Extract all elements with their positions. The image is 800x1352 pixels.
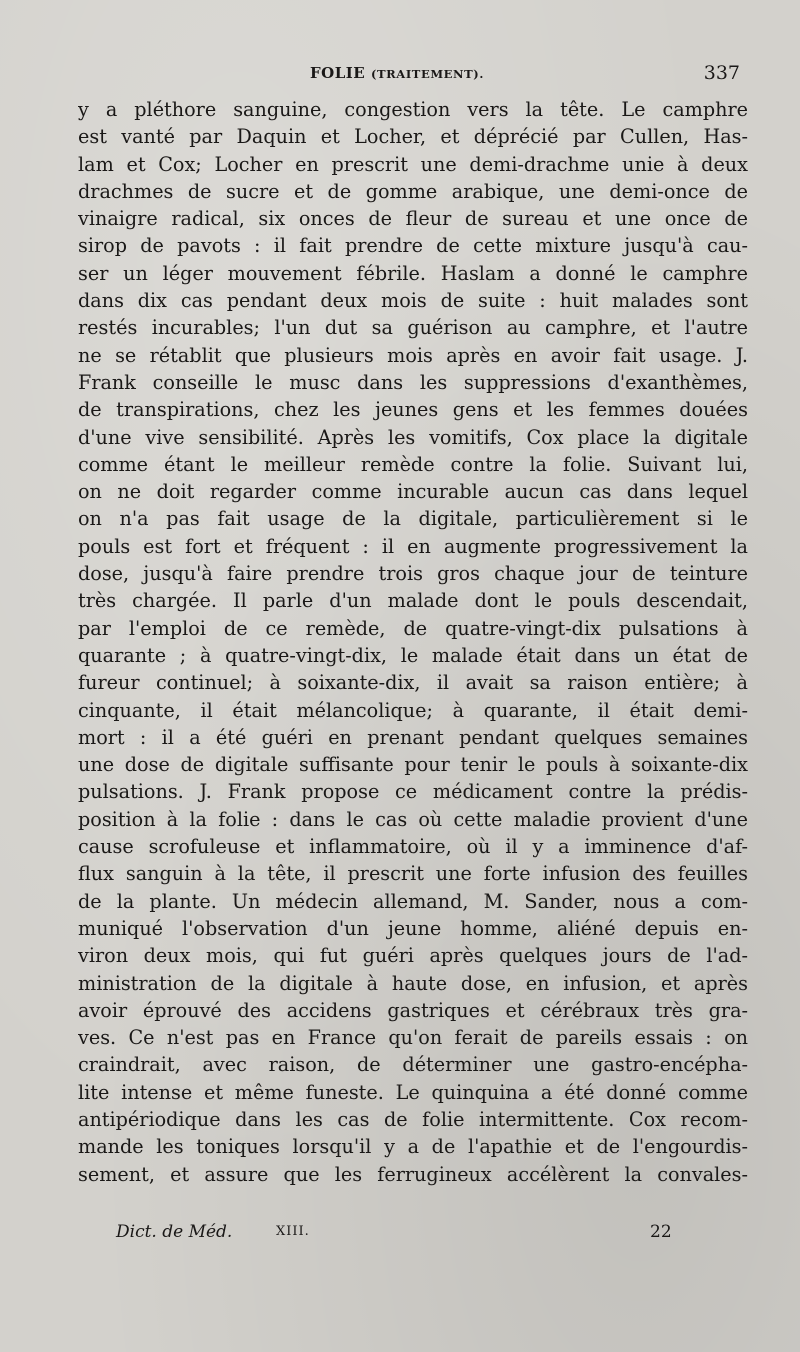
text-line: de la plante. Un médecin allemand, M. Sander, nous a com- — [78, 889, 748, 913]
text-line: vinaigre radical, six onces de fleur de sureau et une once de — [78, 207, 748, 231]
text-line: comme étant le meilleur remède contre la folie. Suivant lui, — [78, 452, 748, 476]
text-line: une dose de digitale suffisante pour tenir le pouls à soixante-dix — [78, 753, 748, 777]
running-head — [78, 62, 750, 88]
text-line: muniqué l'observation d'un jeune homme, aliéné depuis en- — [78, 916, 748, 940]
text-line: on n'a pas fait usage de la digitale, particulièrement si le — [78, 507, 748, 531]
page-number: 337 — [703, 62, 740, 84]
text-line: position à la folie : dans le cas où cette maladie provient d'une — [78, 807, 748, 831]
text-line: lam et Cox; Locher en prescrit une demi-drachme unie à deux — [78, 152, 748, 176]
text-line: cinquante, il était mélancolique; à quarante, il était demi- — [78, 698, 748, 722]
text-line: sement, et assure que les ferrugineux accélèrent la convales- — [78, 1162, 748, 1186]
text-line: quarante ; à quatre-vingt-dix, le malade était dans un état de — [78, 643, 748, 667]
text-line: d'une vive sensibilité. Après les vomitifs, Cox place la digitale — [78, 425, 748, 449]
text-line: ministration de la digitale à haute dose, en infusion, et après — [78, 971, 748, 995]
text-line: lite intense et même funeste. Le quinquina a été donné comme — [78, 1080, 748, 1104]
text-line: est vanté par Daquin et Locher, et déprécié par Cullen, Has- — [78, 125, 748, 149]
footer-signature-mark: 22 — [650, 1222, 672, 1242]
text-line: mort : il a été guéri en prenant pendant quelques semaines — [78, 725, 748, 749]
text-line: drachmes de sucre et de gomme arabique, une demi-once de — [78, 179, 748, 203]
text-line: par l'emploi de ce remède, de quatre-vingt-dix pulsations à — [78, 616, 748, 640]
running-title — [310, 64, 484, 82]
text-line: très chargée. Il parle d'un malade dont le pouls descendait, — [78, 589, 748, 613]
text-line: mande les toniques lorsqu'il y a de l'apathie et de l'engourdis- — [78, 1135, 748, 1159]
text-line: restés incurables; l'un dut sa guérison au camphre, et l'autre — [78, 316, 748, 340]
text-line: sirop de pavots : il fait prendre de cette mixture jusqu'à cau- — [78, 234, 748, 258]
text-line: ser un léger mouvement fébrile. Haslam a donné le camphre — [78, 261, 748, 285]
text-line: y a pléthore sanguine, congestion vers la tête. Le camphre — [78, 98, 748, 121]
page-footer — [78, 1220, 750, 1250]
text-line: antipériodique dans les cas de folie intermittente. Cox recom- — [78, 1107, 748, 1131]
running-title-main: FOLIE — [310, 64, 366, 82]
text-line: on ne doit regarder comme incurable aucun cas dans lequel — [78, 480, 748, 504]
text-line: cause scrofuleuse et inflammatoire, où il y a imminence d'af- — [78, 835, 748, 859]
footer-volume: XIII. — [276, 1224, 310, 1239]
text-line: ne se rétablit que plusieurs mois après en avoir fait usage. J. — [78, 343, 748, 367]
text-line: flux sanguin à la tête, il prescrit une forte infusion des feuilles — [78, 862, 748, 886]
text-line: de transpirations, chez les jeunes gens et les femmes douées — [78, 398, 748, 422]
text-line: Frank conseille le musc dans les suppressions d'exanthèmes, — [78, 370, 748, 394]
text-line: viron deux mois, qui fut guéri après quelques jours de l'ad- — [78, 944, 748, 968]
text-line: pulsations. J. Frank propose ce médicament contre la prédis- — [78, 780, 748, 804]
text-line: dose, jusqu'à faire prendre trois gros chaque jour de teinture — [78, 562, 748, 586]
text-line: pouls est fort et fréquent : il en augmente progressivement la — [78, 534, 748, 558]
text-line: dans dix cas pendant deux mois de suite : huit malades sont — [78, 289, 748, 313]
running-title-sub: (TRAITEMENT). — [370, 67, 484, 81]
text-line: fureur continuel; à soixante-dix, il avait sa raison entière; à — [78, 671, 748, 695]
text-line: ves. Ce n'est pas en France qu'on ferait de pareils essais : on — [78, 1026, 748, 1050]
footer-source: Dict. de Méd. — [116, 1222, 233, 1242]
text-line: avoir éprouvé des accidens gastriques et cérébraux très gra- — [78, 998, 748, 1022]
text-line: craindrait, avec raison, de déterminer une gastro-encépha- — [78, 1053, 748, 1077]
body-text — [78, 96, 748, 1188]
